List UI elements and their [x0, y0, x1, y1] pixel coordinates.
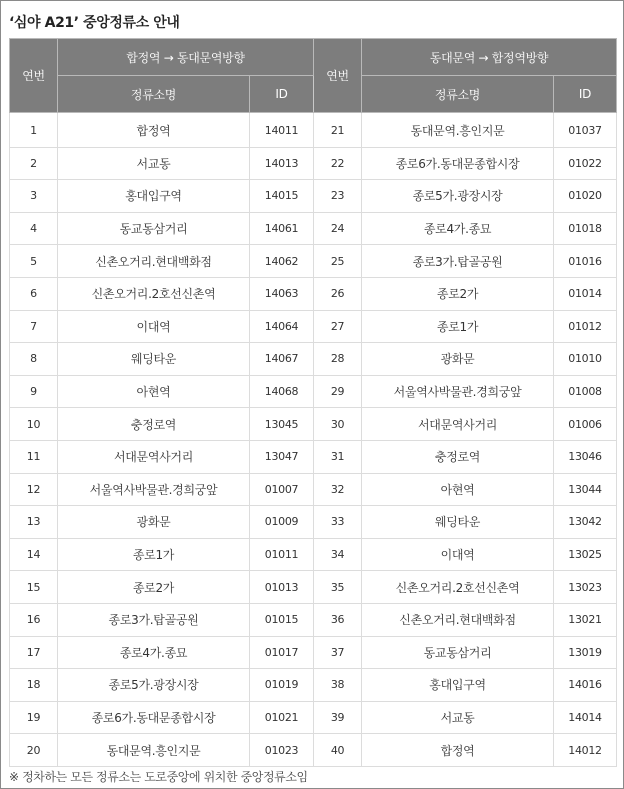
stop-name-cell: 종로5가.광장시장	[362, 180, 554, 213]
seq-cell: 31	[314, 440, 362, 473]
stop-id-cell: 01018	[554, 212, 617, 245]
table-row	[10, 603, 617, 636]
stop-name-cell: 종로3가.탑골공원	[58, 603, 250, 636]
seq-cell: 40	[314, 734, 362, 767]
stop-id-cell: 13025	[554, 538, 617, 571]
stop-name-cell: 서울역사박물관.경희궁앞	[362, 375, 554, 408]
stop-name-cell: 광화문	[58, 506, 250, 539]
stop-id-cell: 13045	[250, 408, 314, 441]
stop-id-cell: 13047	[250, 440, 314, 473]
stop-name-cell: 동교동삼거리	[362, 636, 554, 669]
seq-cell: 37	[314, 636, 362, 669]
table-row	[10, 212, 617, 245]
stop-name-cell: 서울역사박물관.경희궁앞	[58, 473, 250, 506]
seq-cell: 2	[10, 147, 58, 180]
stop-id-cell: 01020	[554, 180, 617, 213]
seq-cell: 23	[314, 180, 362, 213]
stop-name-cell: 홍대입구역	[362, 669, 554, 702]
stop-name-cell: 서대문역사거리	[362, 408, 554, 441]
stop-name-cell: 신촌오거리.현대백화점	[362, 603, 554, 636]
seq-cell: 5	[10, 245, 58, 278]
table-row	[10, 408, 617, 441]
table-row	[10, 310, 617, 343]
stop-id-cell: 13044	[554, 473, 617, 506]
seq-cell: 19	[10, 701, 58, 734]
seq-cell: 24	[314, 212, 362, 245]
stop-name-cell: 아현역	[58, 375, 250, 408]
stop-name-cell: 동대문역.흥인지문	[58, 734, 250, 767]
stop-id-cell: 14011	[250, 113, 314, 148]
stop-id-cell: 01013	[250, 571, 314, 604]
stop-name-cell: 종로6가.동대문종합시장	[362, 147, 554, 180]
stop-name-cell: 종로6가.동대문종합시장	[58, 701, 250, 734]
stop-id-cell: 01023	[250, 734, 314, 767]
seq-cell: 27	[314, 310, 362, 343]
stop-name-cell: 신촌오거리.현대백화점	[58, 245, 250, 278]
seq-cell: 16	[10, 603, 58, 636]
stop-id-cell: 01037	[554, 113, 617, 148]
seq-cell: 33	[314, 506, 362, 539]
stop-id-cell: 13042	[554, 506, 617, 539]
stop-id-cell: 01014	[554, 277, 617, 310]
footnote: ※ 정차하는 모든 정류소는 도로중앙에 위치한 중앙정류소임	[9, 770, 308, 784]
table-row	[10, 180, 617, 213]
stop-id-cell: 01016	[554, 245, 617, 278]
table-row	[10, 506, 617, 539]
stop-id-cell: 01019	[250, 669, 314, 702]
stop-id-cell: 13021	[554, 603, 617, 636]
stop-id-cell: 14014	[554, 701, 617, 734]
stop-name-cell: 광화문	[362, 343, 554, 376]
stop-name-cell: 신촌오거리.2호선신촌역	[58, 277, 250, 310]
seq-cell: 17	[10, 636, 58, 669]
seq-cell: 38	[314, 669, 362, 702]
seq-cell: 22	[314, 147, 362, 180]
seq-cell: 26	[314, 277, 362, 310]
seq-cell: 3	[10, 180, 58, 213]
seq-cell: 32	[314, 473, 362, 506]
seq-cell: 12	[10, 473, 58, 506]
stop-name-cell: 동교동삼거리	[58, 212, 250, 245]
header-stop-name-1: 정류소명	[58, 76, 250, 113]
stop-name-cell: 종로3가.탑골공원	[362, 245, 554, 278]
seq-cell: 10	[10, 408, 58, 441]
seq-cell: 30	[314, 408, 362, 441]
seq-cell: 14	[10, 538, 58, 571]
table-row	[10, 473, 617, 506]
seq-cell: 13	[10, 506, 58, 539]
stop-name-cell: 신촌오거리.2호선신촌역	[362, 571, 554, 604]
stop-id-cell: 14067	[250, 343, 314, 376]
seq-cell: 21	[314, 113, 362, 148]
stop-name-cell: 서교동	[58, 147, 250, 180]
table-row	[10, 571, 617, 604]
stop-name-cell: 이대역	[58, 310, 250, 343]
table-row	[10, 277, 617, 310]
stop-id-cell: 01022	[554, 147, 617, 180]
stop-name-cell: 종로1가	[362, 310, 554, 343]
seq-cell: 11	[10, 440, 58, 473]
stop-id-cell: 01015	[250, 603, 314, 636]
stop-name-cell: 동대문역.흥인지문	[362, 113, 554, 148]
seq-cell: 28	[314, 343, 362, 376]
stop-id-cell: 14064	[250, 310, 314, 343]
seq-cell: 7	[10, 310, 58, 343]
stop-name-cell: 종로4가.종묘	[58, 636, 250, 669]
table-row	[10, 538, 617, 571]
table-row	[10, 636, 617, 669]
stop-id-cell: 01021	[250, 701, 314, 734]
header-id-2: ID	[554, 76, 617, 113]
table-row	[10, 245, 617, 278]
stop-id-cell: 14063	[250, 277, 314, 310]
seq-cell: 9	[10, 375, 58, 408]
table-row	[10, 147, 617, 180]
header-seq-2: 연번	[314, 39, 362, 113]
stop-name-cell: 종로5가.광장시장	[58, 669, 250, 702]
header-id-1: ID	[250, 76, 314, 113]
stop-name-cell: 충정로역	[362, 440, 554, 473]
header-direction-1: 합정역 → 동대문역방향	[58, 39, 314, 76]
stop-id-cell: 01011	[250, 538, 314, 571]
stop-name-cell: 종로2가	[362, 277, 554, 310]
stop-name-cell: 충정로역	[58, 408, 250, 441]
stop-name-cell: 종로1가	[58, 538, 250, 571]
stop-id-cell: 01010	[554, 343, 617, 376]
stop-id-cell: 13019	[554, 636, 617, 669]
table-row	[10, 440, 617, 473]
stop-id-cell: 13046	[554, 440, 617, 473]
header-seq-1: 연번	[10, 39, 58, 113]
seq-cell: 34	[314, 538, 362, 571]
stop-id-cell: 14062	[250, 245, 314, 278]
stop-id-cell: 01007	[250, 473, 314, 506]
stop-name-cell: 합정역	[362, 734, 554, 767]
table-row	[10, 343, 617, 376]
stop-name-cell: 종로2가	[58, 571, 250, 604]
seq-cell: 39	[314, 701, 362, 734]
stop-id-cell: 14061	[250, 212, 314, 245]
stop-id-cell: 13023	[554, 571, 617, 604]
seq-cell: 6	[10, 277, 58, 310]
table-row	[10, 734, 617, 767]
stop-name-cell: 이대역	[362, 538, 554, 571]
seq-cell: 1	[10, 113, 58, 148]
stop-name-cell: 아현역	[362, 473, 554, 506]
page-title: ‘심야 A21’ 중앙정류소 안내	[9, 15, 180, 31]
stop-name-cell: 종로4가.종묘	[362, 212, 554, 245]
stop-name-cell: 홍대입구역	[58, 180, 250, 213]
stop-id-cell: 01012	[554, 310, 617, 343]
seq-cell: 35	[314, 571, 362, 604]
seq-cell: 18	[10, 669, 58, 702]
bus-stop-table	[9, 38, 617, 767]
seq-cell: 15	[10, 571, 58, 604]
stop-name-cell: 웨딩타운	[362, 506, 554, 539]
stop-id-cell: 14016	[554, 669, 617, 702]
stop-name-cell: 합정역	[58, 113, 250, 148]
seq-cell: 8	[10, 343, 58, 376]
seq-cell: 4	[10, 212, 58, 245]
stop-id-cell: 14068	[250, 375, 314, 408]
stop-name-cell: 서교동	[362, 701, 554, 734]
table-row	[10, 701, 617, 734]
seq-cell: 20	[10, 734, 58, 767]
stop-id-cell: 01009	[250, 506, 314, 539]
stop-name-cell: 서대문역사거리	[58, 440, 250, 473]
stop-id-cell: 01008	[554, 375, 617, 408]
stop-id-cell: 14012	[554, 734, 617, 767]
stop-id-cell: 01006	[554, 408, 617, 441]
stop-id-cell: 14013	[250, 147, 314, 180]
header-stop-name-2: 정류소명	[362, 76, 554, 113]
table-row	[10, 113, 617, 148]
table-row	[10, 669, 617, 702]
stop-id-cell: 14015	[250, 180, 314, 213]
stop-name-cell: 웨딩타운	[58, 343, 250, 376]
table-row	[10, 375, 617, 408]
stop-id-cell: 01017	[250, 636, 314, 669]
header-direction-2: 동대문역 → 합정역방향	[362, 39, 617, 76]
seq-cell: 25	[314, 245, 362, 278]
seq-cell: 29	[314, 375, 362, 408]
seq-cell: 36	[314, 603, 362, 636]
